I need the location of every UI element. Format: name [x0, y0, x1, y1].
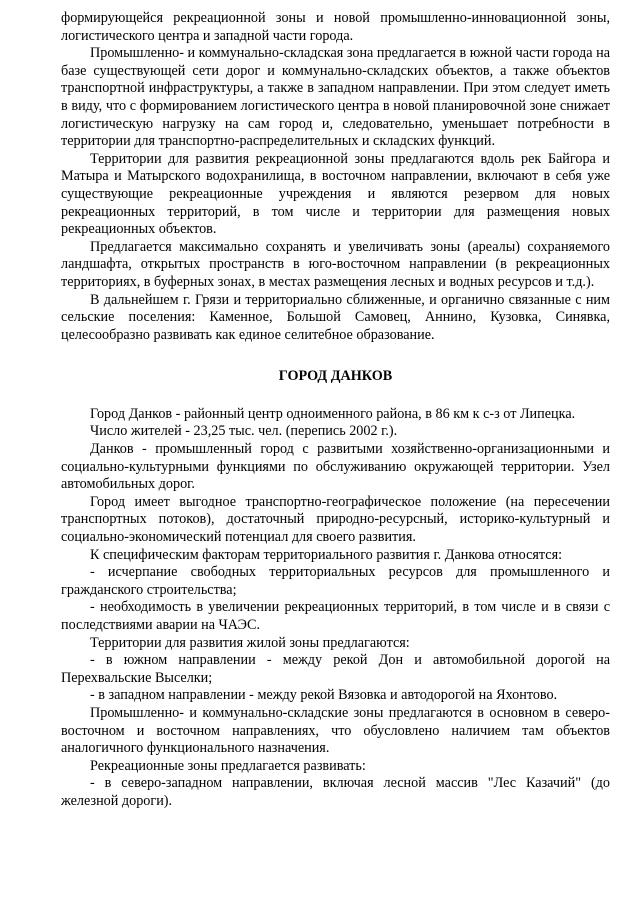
- paragraph: Промышленно- и коммунально-складские зоны предлагаются в основном в северо-восточном и восточном направлениях, что обусловлено наличием там объектов аналогичного функционального назначения.: [61, 704, 610, 757]
- paragraph: Данков - промышленный город с развитыми хозяйственно-организационными и социально-культурными функциями по обслуживанию окружающей территории. Узел автомобильных дорог.: [61, 441, 610, 493]
- list-item: - в южном направлении - между рекой Дон и автомобильной дорогой на Перехвальские Выселки;: [61, 652, 610, 686]
- paragraph: Число жителей - 23,25 тыс. чел. (перепись 2002 г.).: [90, 423, 398, 440]
- list-item: - в западном направлении - между рекой Вязовка и автодорогой на Яхонтово.: [90, 687, 558, 704]
- paragraph: Рекреационные зоны предлагается развивать:: [90, 757, 366, 774]
- paragraph: Территории для развития рекреационной зоны предлагаются вдоль рек Байгора и Матыра и Матырского водохранилища, в восточном направлении, включают в себя уже существующие рекреационные учреждения и являются резервом для новых рекреационных территорий, в том числе и территории для размещения новых рекреационных объектов.: [61, 150, 610, 238]
- paragraph: Территории для развития жилой зоны предлагаются:: [90, 634, 410, 651]
- paragraph: Промышленно- и коммунально-складская зона предлагается в южной части города на базе существующей сети дорог и коммунально-складских объектов, а также объектов транспортной инфраструктуры, а также в западном направлении. При этом следует иметь в виду, что с формированием логистического центра в новой планировочной зоне снижает логистическую нагрузку на сам город и, следовательно, уменьшает потребности в территории для транспортно-распределительных и складских функций.: [61, 45, 610, 150]
- paragraph: К специфическим факторам территориального развития г. Данкова относятся:: [90, 546, 563, 563]
- paragraph: В дальнейшем г. Грязи и территориально сближенные, и органично связанные с ним сельские поселения: Каменное, Большой Самовец, Аннино, Кузовка, Синявка, целесообразно развивать как единое селитебное образование.: [61, 291, 610, 343]
- paragraph: Город имеет выгодное транспортно-географическое положение (на пересечении транспортных потоков), достаточный природно-ресурсный, историко-культурный и социально-экономический потенциал для своего развития.: [61, 493, 610, 546]
- paragraph: Город Данков - районный центр одноименного района, в 86 км к с-з от Липецка.: [90, 405, 576, 422]
- list-item: - исчерпание свободных территориальных ресурсов для промышленного и гражданского строительства;: [61, 564, 610, 598]
- paragraph: формирующейся рекреационной зоны и новой промышленно-инновационной зоны, логистического центра и западной части города.: [61, 10, 610, 44]
- paragraph: Предлагается максимально сохранять и увеличивать зоны (ареалы) сохраняемого ландшафта, открытых пространств в юго-восточном направлении (в рекреационных территориях, в буферных зонах, в местах размещения лесных и водных ресурсов и т.д.).: [61, 238, 610, 290]
- list-item: - в северо-западном направлении, включая лесной массив "Лес Казачий" (до железной дороги).: [61, 775, 610, 809]
- section-heading: ГОРОД ДАНКОВ: [278, 368, 393, 385]
- list-item: - необходимость в увеличении рекреационных территорий, в том числе и в связи с последствиями аварии на ЧАЭС.: [61, 599, 610, 633]
